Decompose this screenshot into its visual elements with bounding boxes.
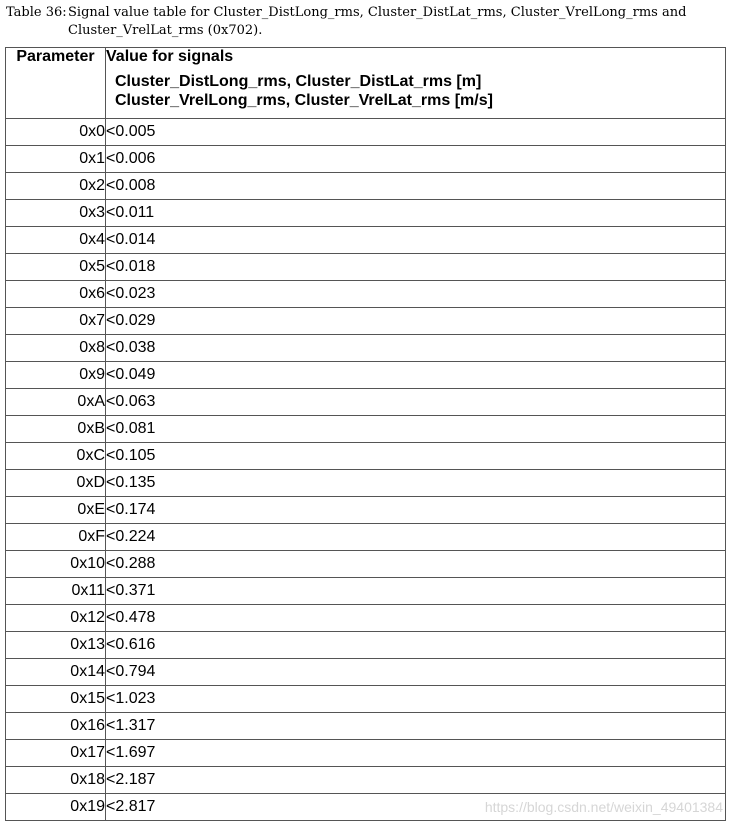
value-cell: <0.174 bbox=[106, 497, 726, 524]
header-value-line-1: Cluster_DistLong_rms, Cluster_DistLat_rms [m] bbox=[115, 73, 482, 90]
table-row bbox=[6, 389, 726, 416]
parameter-cell: 0x9 bbox=[6, 362, 106, 389]
table-row bbox=[6, 200, 726, 227]
table-row bbox=[6, 524, 726, 551]
parameter-cell: 0x19 bbox=[6, 794, 106, 821]
value-cell: <0.105 bbox=[106, 443, 726, 470]
parameter-cell: 0xB bbox=[6, 416, 106, 443]
table-row bbox=[6, 767, 726, 794]
value-cell: <1.023 bbox=[106, 686, 726, 713]
table-row bbox=[6, 227, 726, 254]
table-row bbox=[6, 146, 726, 173]
parameter-cell: 0x5 bbox=[6, 254, 106, 281]
parameter-cell: 0x10 bbox=[6, 551, 106, 578]
value-cell: <0.006 bbox=[106, 146, 726, 173]
parameter-cell: 0x16 bbox=[6, 713, 106, 740]
value-cell: <0.616 bbox=[106, 632, 726, 659]
parameter-cell: 0x0 bbox=[6, 119, 106, 146]
value-cell: <0.049 bbox=[106, 362, 726, 389]
value-cell: <0.081 bbox=[106, 416, 726, 443]
table-row bbox=[6, 551, 726, 578]
parameter-cell: 0x11 bbox=[6, 578, 106, 605]
parameter-cell: 0x12 bbox=[6, 605, 106, 632]
value-cell: <0.029 bbox=[106, 308, 726, 335]
table-row bbox=[6, 335, 726, 362]
parameter-cell: 0xA bbox=[6, 389, 106, 416]
parameter-cell: 0x15 bbox=[6, 686, 106, 713]
table-row bbox=[6, 713, 726, 740]
header-parameter: Parameter bbox=[6, 48, 106, 119]
table-row bbox=[6, 605, 726, 632]
table-row bbox=[6, 254, 726, 281]
table-caption bbox=[6, 4, 726, 40]
table-caption-line-2: Cluster_VrelLat_rms (0x702). bbox=[68, 23, 263, 38]
parameter-cell: 0x7 bbox=[6, 308, 106, 335]
table-caption-text bbox=[68, 4, 726, 40]
table-caption-label: Table 36: bbox=[6, 5, 67, 20]
table-row bbox=[6, 740, 726, 767]
table-row bbox=[6, 281, 726, 308]
signal-value-table bbox=[5, 47, 726, 821]
table-row bbox=[6, 578, 726, 605]
value-cell: <1.697 bbox=[106, 740, 726, 767]
header-value-signals bbox=[106, 72, 725, 110]
value-cell: <0.063 bbox=[106, 389, 726, 416]
value-cell: <2.817 bbox=[106, 794, 726, 821]
value-cell: <0.023 bbox=[106, 281, 726, 308]
parameter-cell: 0xC bbox=[6, 443, 106, 470]
parameter-cell: 0x3 bbox=[6, 200, 106, 227]
watermark: https://blog.csdn.net/weixin_49401384 bbox=[484, 799, 723, 815]
value-cell: <0.478 bbox=[106, 605, 726, 632]
parameter-cell: 0x18 bbox=[6, 767, 106, 794]
value-cell: <0.371 bbox=[106, 578, 726, 605]
parameter-cell: 0x14 bbox=[6, 659, 106, 686]
parameter-cell: 0x6 bbox=[6, 281, 106, 308]
table-header-row bbox=[6, 48, 726, 119]
value-cell: <0.005 bbox=[106, 119, 726, 146]
value-cell: <0.008 bbox=[106, 173, 726, 200]
parameter-cell: 0x8 bbox=[6, 335, 106, 362]
table-row bbox=[6, 443, 726, 470]
value-cell: <0.794 bbox=[106, 659, 726, 686]
table-caption-line-1: Signal value table for Cluster_DistLong_rms, Cluster_DistLat_rms, Cluster_VrelLong_rms and bbox=[68, 5, 687, 20]
table-row bbox=[6, 119, 726, 146]
parameter-cell: 0x4 bbox=[6, 227, 106, 254]
parameter-cell: 0x13 bbox=[6, 632, 106, 659]
value-cell: <0.014 bbox=[106, 227, 726, 254]
header-value-line-2: Cluster_VrelLong_rms, Cluster_VrelLat_rms [m/s] bbox=[115, 92, 493, 109]
value-cell: <0.011 bbox=[106, 200, 726, 227]
parameter-cell: 0x17 bbox=[6, 740, 106, 767]
table-row bbox=[6, 497, 726, 524]
value-cell: <0.135 bbox=[106, 470, 726, 497]
value-cell: <2.187 bbox=[106, 767, 726, 794]
table-row bbox=[6, 632, 726, 659]
value-cell: <0.224 bbox=[106, 524, 726, 551]
header-value bbox=[106, 48, 726, 119]
parameter-cell: 0xE bbox=[6, 497, 106, 524]
table-row bbox=[6, 173, 726, 200]
value-cell: <0.018 bbox=[106, 254, 726, 281]
value-cell: <1.317 bbox=[106, 713, 726, 740]
parameter-cell: 0x2 bbox=[6, 173, 106, 200]
table-row bbox=[6, 659, 726, 686]
parameter-cell: 0xF bbox=[6, 524, 106, 551]
table-row bbox=[6, 416, 726, 443]
table-row bbox=[6, 470, 726, 497]
table-row bbox=[6, 686, 726, 713]
value-cell: <0.038 bbox=[106, 335, 726, 362]
parameter-cell: 0xD bbox=[6, 470, 106, 497]
table-body bbox=[6, 119, 726, 821]
value-cell: <0.288 bbox=[106, 551, 726, 578]
parameter-cell: 0x1 bbox=[6, 146, 106, 173]
table-row bbox=[6, 362, 726, 389]
table-row bbox=[6, 308, 726, 335]
header-value-title: Value for signals bbox=[106, 48, 234, 65]
